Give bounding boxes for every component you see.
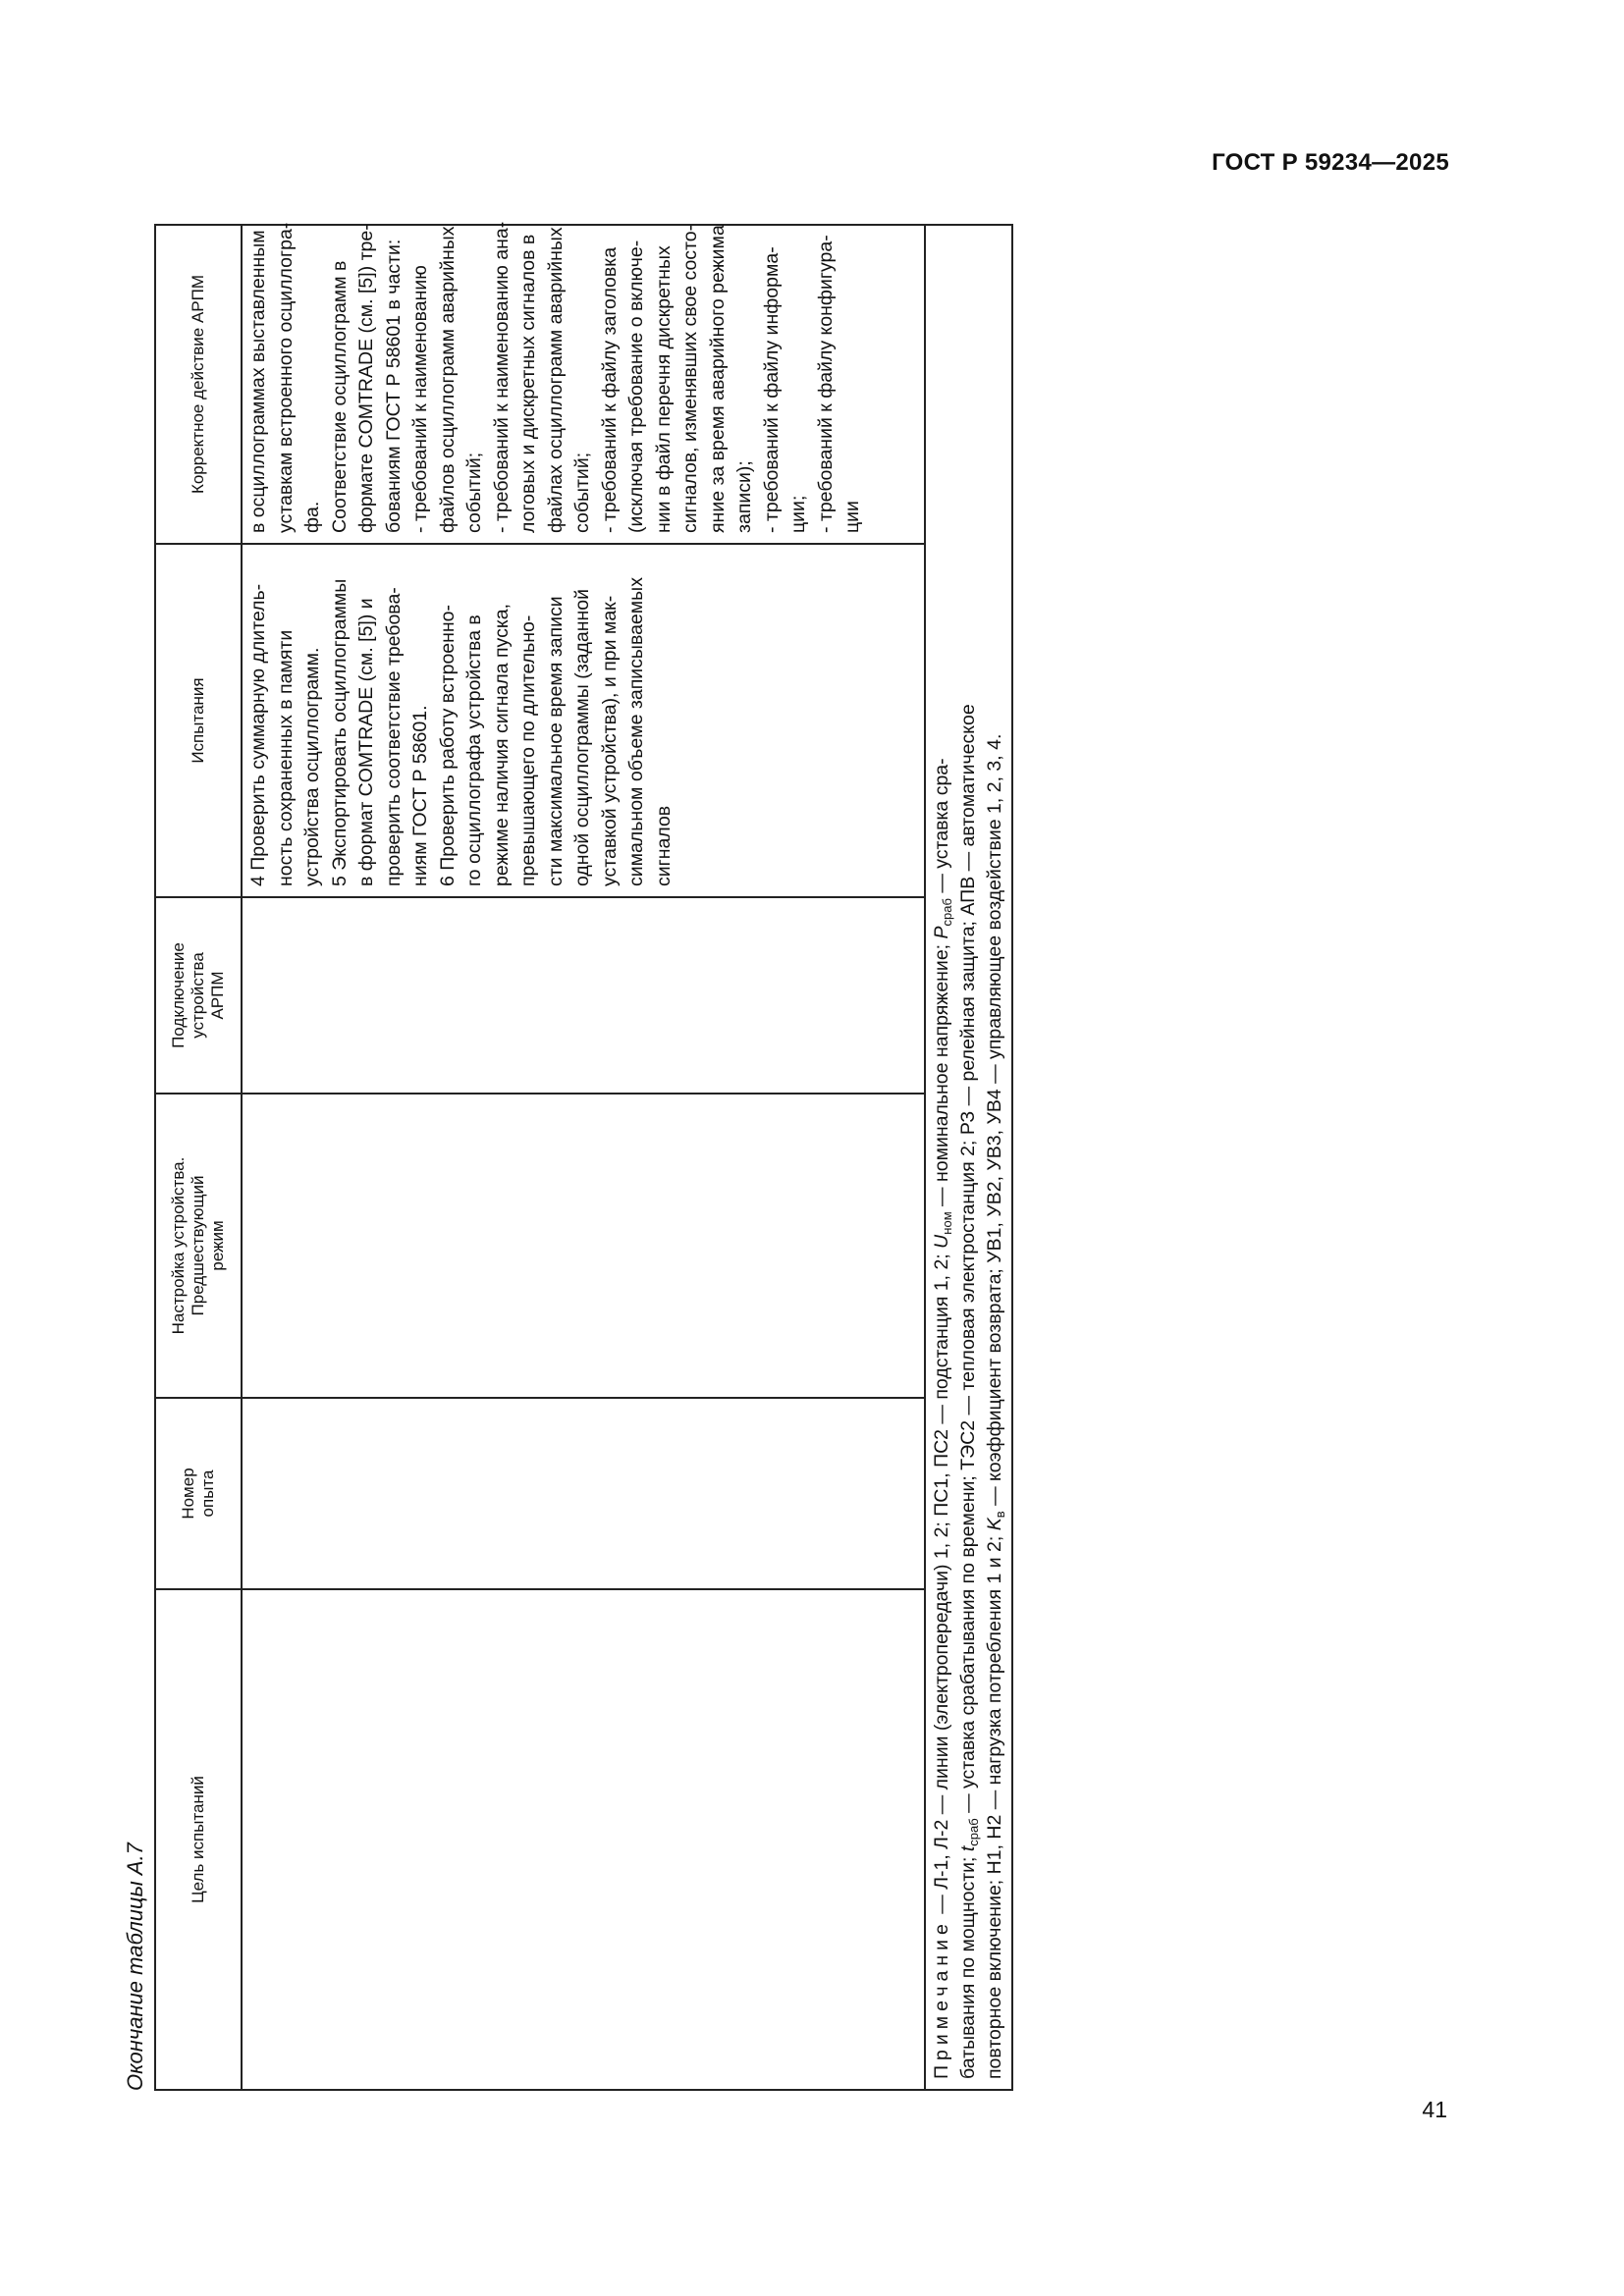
- action-line: - требований к наименованию: [409, 265, 431, 533]
- tests-line: в формат COMTRADE (см. [5]) и: [355, 598, 377, 886]
- tests-line: превышающего по длительно-: [517, 614, 539, 886]
- test-table: [154, 221, 1013, 2091]
- action-line: - требований к файлу конфигура-: [814, 235, 837, 533]
- tests-line: 4 Проверить суммарную длитель-: [247, 583, 269, 886]
- tests-line: сти максимальное время записи: [544, 596, 567, 886]
- tests-line: го осциллографа устройства в: [463, 614, 485, 886]
- action-line: ции: [841, 501, 863, 533]
- note-line-2: батывания по мощности; $t_{сраб}$ — уставка срабатывания по времени; ТЭС2 — тепловая электростанция 2; РЗ — релейная защита; АПВ — автоматическое: [957, 704, 981, 2079]
- tests-line: сигналов: [652, 805, 675, 886]
- action-line: файлов осциллограмм аварийных: [436, 226, 459, 533]
- tests-line: ниям ГОСТ Р 58601.: [409, 705, 431, 886]
- cell-tests: [242, 544, 925, 897]
- cell-goal: [242, 1589, 925, 2090]
- action-line: событий;: [463, 452, 485, 533]
- col-header-action: Корректное действие АРПМ: [155, 225, 242, 544]
- action-line: файлах осциллограмм аварийных: [544, 227, 567, 533]
- tests-line: одной осциллограммы (заданной: [571, 588, 593, 886]
- action-line: яние за время аварийного режима: [706, 225, 729, 533]
- action-line: формате COMTRADE (см. [5]) тре-: [355, 224, 377, 533]
- action-line: - требований к файлу заголовка: [598, 246, 621, 533]
- page-number: 41: [1422, 2097, 1447, 2122]
- action-line: в осциллограммах выставленным: [247, 230, 269, 533]
- action-line: событий;: [571, 452, 593, 533]
- table-note: [925, 225, 1012, 2090]
- note-label: Примечание: [931, 1919, 952, 2079]
- col-header-tests: Испытания: [155, 544, 242, 897]
- tests-line: устройства осциллограмм.: [301, 647, 323, 886]
- table-header-row: [155, 225, 242, 2090]
- col-header-setup: Настройка устройства. Предшествующий режим: [155, 1094, 242, 1398]
- action-line: сигналов, изменявших свое состо-: [679, 224, 701, 533]
- action-line: Соответствие осциллограмм в: [328, 260, 351, 533]
- cell-connection: [242, 897, 925, 1094]
- table-note-row: [925, 225, 1012, 2090]
- action-line: фа.: [301, 501, 323, 533]
- tests-line: 6 Проверить работу встроенно-: [436, 604, 459, 886]
- document-standard-header: ГОСТ Р 59234—2025: [1212, 149, 1449, 176]
- tests-line: проверить соответствие требова-: [382, 587, 405, 886]
- col-header-goal: Цель испытаний: [155, 1589, 242, 2090]
- note-line-1: Примечание — Л-1, Л-2 — линии (электропередачи) 1, 2; ПС1, ПС2 — подстанция 1, 2; $U_{ном}$ — номинальное напряжение; $P_{сраб}$ — уставка сра-: [931, 758, 954, 2079]
- note-line-3: повторное включение; Н1, Н2 — нагрузка потребления 1 и 2; $K_в$ — коэффициент возврата; УВ1, УВ2, УВ3, УВ4 — управляющее воздействие 1, 2, 3, 4.: [984, 733, 1007, 2079]
- cell-action: [242, 221, 925, 544]
- action-line: - требований к файлу информа-: [760, 246, 783, 533]
- col-header-connection: Подключение устройства АРПМ: [155, 897, 242, 1094]
- action-line: ции;: [787, 495, 809, 533]
- action-line: - требований к наименованию ана-: [490, 221, 513, 533]
- cell-number: [242, 1398, 925, 1589]
- table-caption: Окончание таблицы А.7: [123, 1842, 147, 2091]
- cell-setup: [242, 1094, 925, 1398]
- col-header-number: Номер опыта: [155, 1398, 242, 1589]
- action-line: бованиям ГОСТ Р 58601 в части:: [382, 239, 405, 533]
- tests-line: уставкой устройства), и при мак-: [598, 595, 621, 886]
- action-line: уставкам встроенного осциллогра-: [274, 222, 297, 533]
- tests-line: режиме наличия сигнала пуска,: [490, 603, 513, 886]
- action-line: логовых и дискретных сигналов в: [517, 234, 539, 533]
- action-line: (исключая требование о включе-: [625, 240, 647, 533]
- rotated-table-block: [123, 221, 1065, 2091]
- table-row: [242, 225, 925, 2090]
- tests-line: симальном объеме записываемых: [625, 577, 647, 886]
- tests-line: 5 Экспортировать осциллограммы: [328, 578, 351, 886]
- action-line: нии в файл перечня дискретных: [652, 245, 675, 533]
- action-line: записи);: [733, 460, 755, 533]
- tests-line: ность сохраненных в памяти: [274, 629, 297, 886]
